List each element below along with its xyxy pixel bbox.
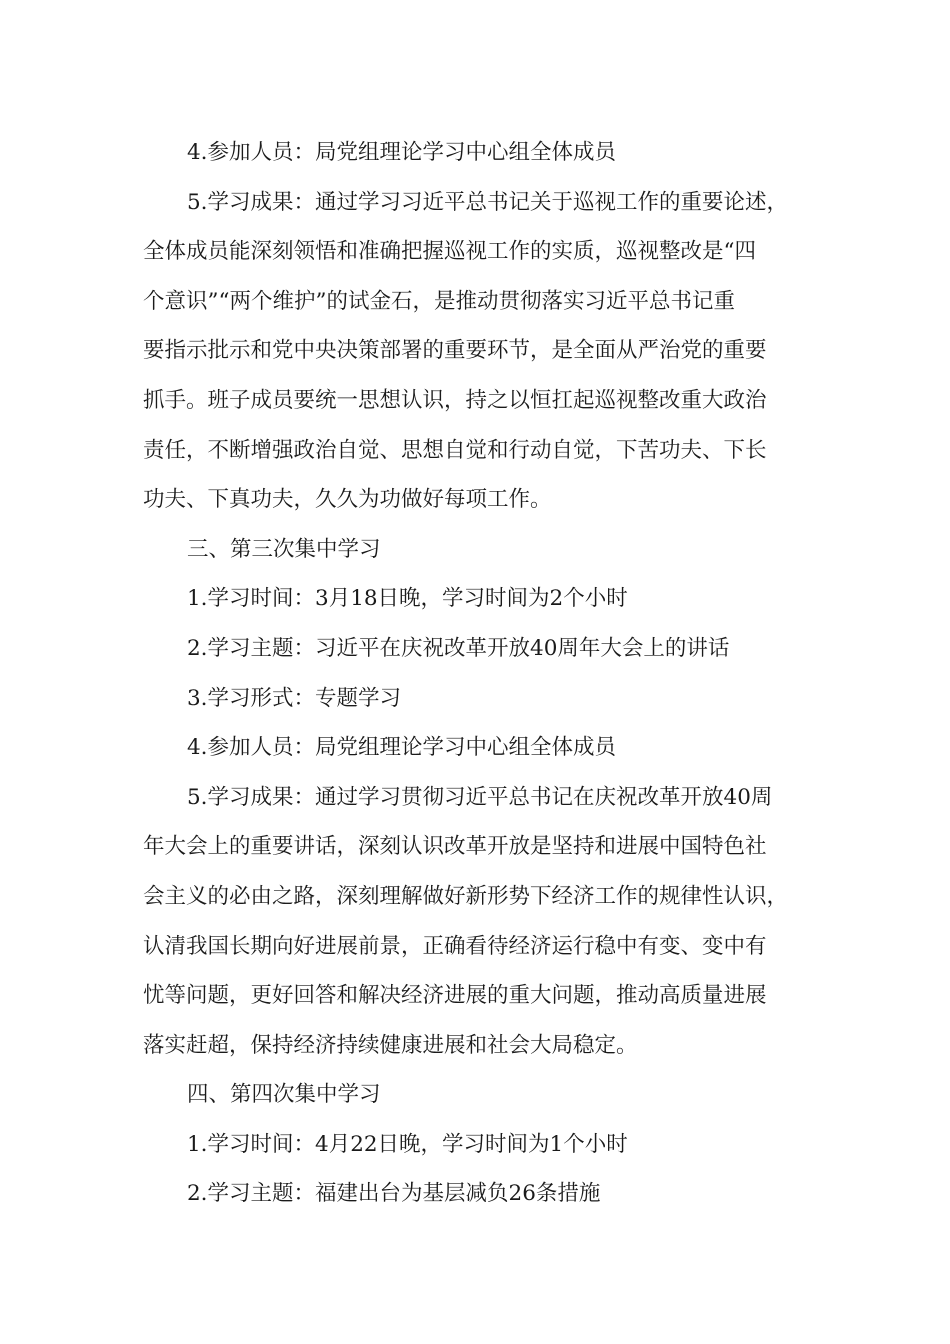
paragraph-participants-3 bbox=[143, 723, 823, 773]
paragraph-topic-4 bbox=[143, 1169, 823, 1219]
text-line: 抓手。班子成员要统一思想认识，持之以恒扛起巡视整改重大政治 bbox=[143, 387, 767, 413]
text-line: 忧等问题，更好回答和解决经济进展的重大问题，推动高质量进展 bbox=[143, 983, 767, 1009]
text-line: 1.学习时间：3月18日晚，学习时间为2个小时 bbox=[187, 586, 628, 612]
text-line: 功夫、下真功夫，久久为功做好每项工作。 bbox=[143, 487, 552, 513]
paragraph-time-3 bbox=[143, 574, 823, 624]
text-line: 全体成员能深刻领悟和准确把握巡视工作的实质，巡视整改是“四 bbox=[143, 239, 756, 265]
text-line: 3.学习形式：专题学习 bbox=[187, 685, 402, 711]
section-heading: 三、第三次集中学习 bbox=[187, 536, 381, 562]
paragraph-participants-2 bbox=[143, 128, 823, 178]
text-line: 要指示批示和党中央决策部署的重要环节，是全面从严治党的重要 bbox=[143, 338, 767, 364]
text-line: 个意识”“两个维护”的试金石，是推动贯彻落实习近平总书记重 bbox=[143, 288, 735, 314]
paragraph-results-3 bbox=[143, 773, 823, 1071]
text-line: 1.学习时间：4月22日晚，学习时间为1个小时 bbox=[187, 1131, 628, 1157]
document-body bbox=[143, 128, 823, 1219]
text-line: 4.参加人员：局党组理论学习中心组全体成员 bbox=[187, 140, 617, 165]
paragraph-time-4 bbox=[143, 1120, 823, 1170]
text-line: 责任，不断增强政治自觉、思想自觉和行动自觉，下苦功夫、下长 bbox=[143, 437, 767, 463]
paragraph-format-3 bbox=[143, 674, 823, 724]
text-line: 2.学习主题：习近平在庆祝改革开放40周年大会上的讲话 bbox=[187, 635, 730, 661]
text-line: 5.学习成果：通过学习习近平总书记关于巡视工作的重要论述， bbox=[187, 189, 789, 215]
text-line: 2.学习主题：福建出台为基层减负26条措施 bbox=[187, 1181, 601, 1207]
text-line: 4.参加人员：局党组理论学习中心组全体成员 bbox=[187, 735, 617, 761]
text-line: 落实赶超，保持经济持续健康进展和社会大局稳定。 bbox=[143, 1032, 638, 1058]
paragraph-results-2 bbox=[143, 178, 823, 525]
section-heading-4 bbox=[143, 1070, 823, 1120]
text-line: 5.学习成果：通过学习贯彻习近平总书记在庆祝改革开放40周 bbox=[187, 784, 773, 810]
section-heading-3 bbox=[143, 525, 823, 575]
paragraph-topic-3 bbox=[143, 624, 823, 674]
text-line: 认清我国长期向好进展前景，正确看待经济运行稳中有变、变中有 bbox=[143, 933, 767, 959]
text-line: 会主义的必由之路，深刻理解做好新形势下经济工作的规律性认识， bbox=[143, 883, 789, 909]
section-heading: 四、第四次集中学习 bbox=[187, 1082, 381, 1108]
text-line: 年大会上的重要讲话，深刻认识改革开放是坚持和进展中国特色社 bbox=[143, 834, 767, 860]
